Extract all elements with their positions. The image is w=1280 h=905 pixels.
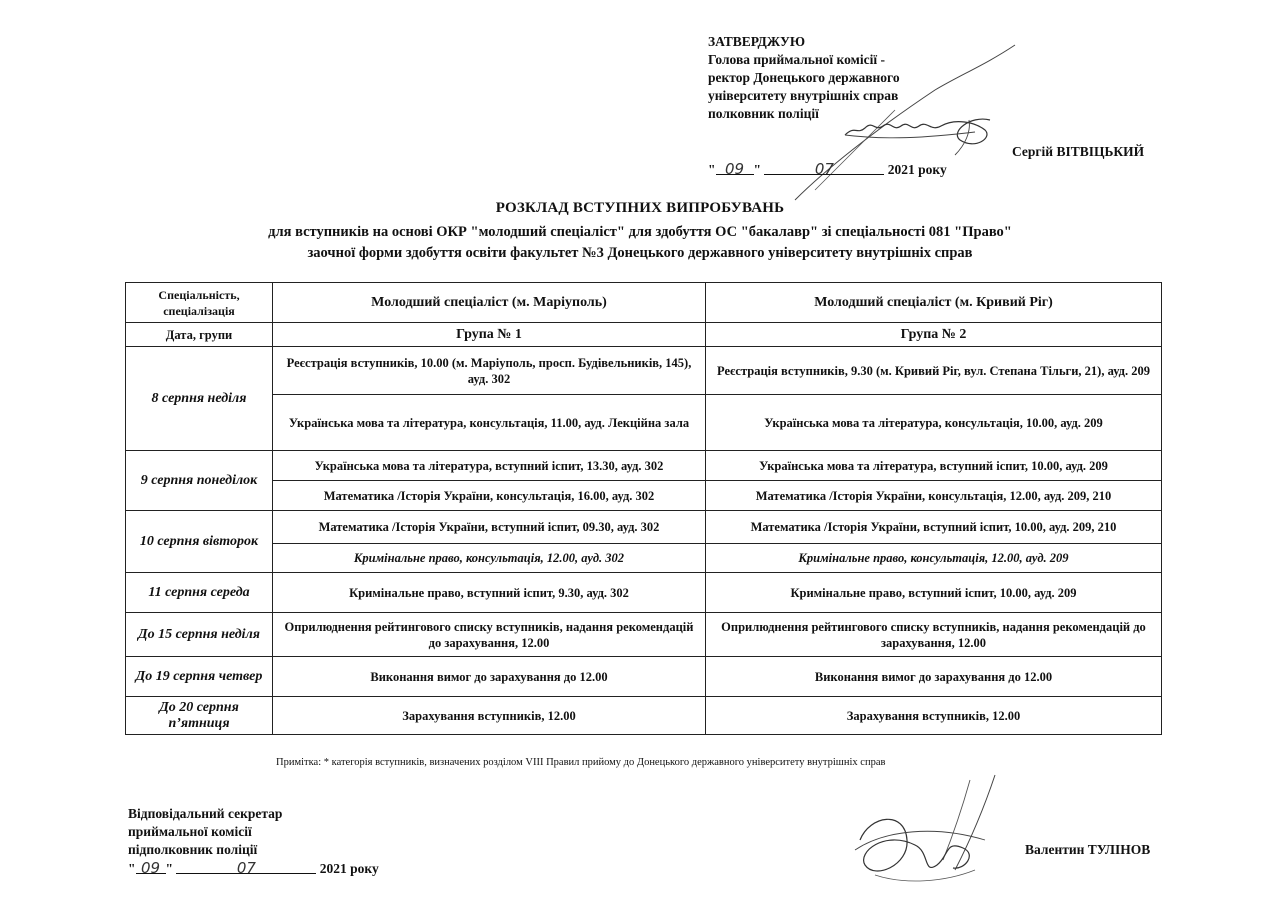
approval-position-line: університету внутрішніх справ (708, 88, 899, 103)
day-cell: До 19 серпня четвер (126, 657, 273, 697)
header-cell: Група № 2 (706, 323, 1162, 347)
table-row (126, 657, 1162, 697)
header-cell: Дата, групи (126, 323, 273, 347)
header-cell: Група № 1 (273, 323, 706, 347)
table-cell: Виконання вимог до зарахування до 12.00 (273, 657, 706, 697)
approval-date-day: 09 (716, 160, 754, 175)
quote-mark: " (708, 162, 716, 177)
day-cell: 8 серпня неділя (126, 347, 273, 451)
table-row (126, 573, 1162, 613)
table-cell: Українська мова та література, консультація, 11.00, ауд. Лекційна зала (273, 395, 706, 451)
quote-mark: " (128, 861, 136, 876)
table-cell: Кримінальне право, консультація, 12.00, ауд. 302 (273, 544, 706, 573)
table-row (126, 697, 1162, 735)
approval-position-line: Голова приймальної комісії - (708, 52, 885, 67)
table-cell: Зарахування вступників, 12.00 (706, 697, 1162, 735)
approval-heading: ЗАТВЕРДЖУЮ (708, 34, 806, 49)
table-cell: Оприлюднення рейтингового списку вступників, надання рекомендацій до зарахування, 12.00 (273, 613, 706, 657)
header-cell: Молодший спеціаліст (м. Кривий Ріг) (706, 283, 1162, 323)
table-groups-row (126, 323, 1162, 347)
table-cell: Зарахування вступників, 12.00 (273, 697, 706, 735)
approval-date (708, 160, 947, 178)
day-cell: До 20 серпня п’ятниця (126, 697, 273, 735)
table-cell: Кримінальне право, консультація, 12.00, ауд. 209 (706, 544, 1162, 573)
table-cell: Математика /Історія України, консультація, 16.00, ауд. 302 (273, 481, 706, 511)
footnote: Примітка: * категорія вступників, визначених розділом VIII Правил прийому до Донецького державного університету внутрішніх справ (276, 757, 886, 768)
quote-mark: " (165, 861, 173, 876)
secretary-position-line: Відповідальний секретар (128, 806, 283, 821)
secretary-date-year: 2021 року (319, 861, 379, 876)
secretary-signature (845, 770, 1015, 895)
secretary-rank: підполковник поліції (128, 842, 258, 857)
secretary-position-line: приймальної комісії (128, 824, 252, 839)
day-cell: 9 серпня понеділок (126, 451, 273, 511)
table-cell: Кримінальне право, вступний іспит, 9.30, ауд. 302 (273, 573, 706, 613)
table-cell: Українська мова та література, вступний іспит, 10.00, ауд. 209 (706, 451, 1162, 481)
header-cell: Молодший спеціаліст (м. Маріуполь) (273, 283, 706, 323)
table-row (126, 451, 1162, 481)
table-cell: Математика /Історія України, вступний іспит, 09.30, ауд. 302 (273, 511, 706, 544)
table-cell: Кримінальне право, вступний іспит, 10.00, ауд. 209 (706, 573, 1162, 613)
table-row (126, 511, 1162, 544)
table-cell: Оприлюднення рейтингового списку вступників, надання рекомендацій до зарахування, 12.00 (706, 613, 1162, 657)
header-cell: Спеціальність, спеціалізація (126, 283, 273, 323)
secretary-date-day: 09 (136, 859, 166, 874)
table-cell: Українська мова та література, вступний іспит, 13.30, ауд. 302 (273, 451, 706, 481)
table-cell: Українська мова та література, консультація, 10.00, ауд. 209 (706, 395, 1162, 451)
day-cell: 11 серпня середа (126, 573, 273, 613)
approval-date-year: 2021 року (887, 162, 947, 177)
table-cell: Реєстрація вступників, 10.00 (м. Маріуполь, просп. Будівельників, 145), ауд. 302 (273, 347, 706, 395)
document-subtitle: заочної форми здобуття освіти факультет №3 Донецького державного університету внутрішніх справ (307, 245, 973, 261)
table-cell: Реєстрація вступників, 9.30 (м. Кривий Ріг, вул. Степана Тільги, 21), ауд. 209 (706, 347, 1162, 395)
table-cell: Математика /Історія України, вступний іспит, 10.00, ауд. 209, 210 (706, 511, 1162, 544)
approval-date-month: 07 (764, 160, 884, 175)
table-cell: Виконання вимог до зарахування до 12.00 (706, 657, 1162, 697)
table-row (126, 481, 1162, 511)
approval-position-line: ректор Донецького державного (708, 70, 900, 85)
table-row (126, 347, 1162, 395)
secretary-block (128, 805, 282, 859)
day-cell: До 15 серпня неділя (126, 613, 273, 657)
secretary-date-month: 07 (176, 859, 316, 874)
table-header-row (126, 283, 1162, 323)
rector-signature (785, 40, 1025, 210)
document-subtitle: для вступників на основі ОКР "молодший спеціаліст" для здобуття ОС "бакалавр" зі спеціальності 081 "Право" (268, 224, 1012, 240)
quote-mark: " (753, 162, 761, 177)
secretary-name: Валентин ТУЛІНОВ (1025, 842, 1151, 857)
schedule-table (125, 282, 1162, 735)
table-row (126, 395, 1162, 451)
day-cell: 10 серпня вівторок (126, 511, 273, 573)
rector-name: Сергій ВІТВІЦЬКИЙ (1012, 144, 1145, 159)
table-cell: Математика /Історія України, консультація, 12.00, ауд. 209, 210 (706, 481, 1162, 511)
secretary-date (128, 859, 379, 877)
table-row (126, 544, 1162, 573)
table-row (126, 613, 1162, 657)
document-title: РОЗКЛАД ВСТУПНИХ ВИПРОБУВАНЬ (495, 200, 785, 216)
approval-rank: полковник поліції (708, 106, 819, 121)
